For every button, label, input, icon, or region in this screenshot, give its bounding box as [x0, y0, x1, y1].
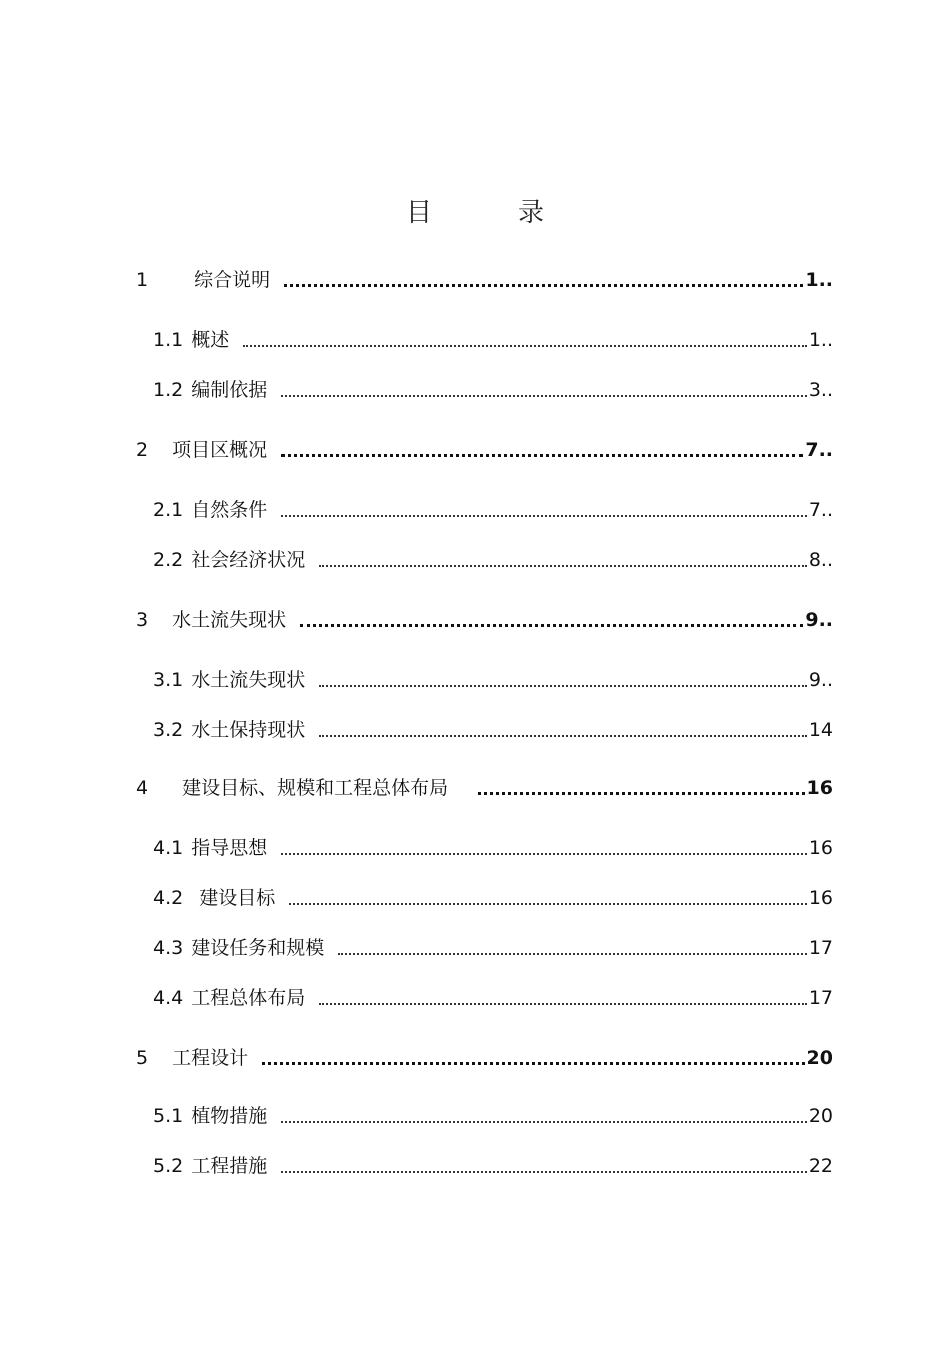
- toc-page-number: 1..: [805, 269, 833, 291]
- toc-number: 5: [136, 1047, 149, 1069]
- toc-page-number: 20: [806, 1047, 833, 1069]
- toc-dot-leader: [319, 735, 807, 737]
- toc-page-number: 17: [808, 987, 833, 1009]
- toc-label: 综合说明: [194, 269, 271, 291]
- toc-label: 水土流失现状: [172, 609, 287, 631]
- toc-page-number: 16: [808, 837, 833, 859]
- toc-page-number: 8..: [808, 549, 833, 571]
- toc-number: 5.1: [153, 1105, 184, 1127]
- toc-label: 指导思想: [191, 837, 268, 859]
- toc-number: 5.2: [153, 1155, 184, 1177]
- toc-number: 4: [136, 777, 149, 799]
- toc-label: 建设目标: [199, 887, 276, 909]
- toc-label: 水土保持现状: [191, 719, 306, 741]
- toc-section-row[interactable]: [153, 830, 833, 860]
- toc-page-number: 9..: [808, 669, 833, 691]
- toc-dot-leader: [243, 345, 807, 347]
- toc-label: 水土流失现状: [191, 669, 306, 691]
- toc-number: 4.2: [153, 887, 184, 909]
- toc-number: 1.1: [153, 329, 184, 351]
- toc-section-row[interactable]: [153, 1098, 833, 1128]
- toc-number: 1: [136, 269, 149, 291]
- toc-section-row[interactable]: [153, 322, 833, 352]
- toc-number: 3.2: [153, 719, 184, 741]
- toc-dot-leader: [281, 515, 807, 517]
- toc-page-number: 16: [806, 777, 833, 799]
- toc-page-number: 17: [808, 937, 833, 959]
- toc-section-row[interactable]: [153, 542, 833, 572]
- toc-section-row[interactable]: [153, 372, 833, 402]
- toc-section-row[interactable]: [153, 980, 833, 1010]
- toc-label: 工程设计: [172, 1047, 249, 1069]
- toc-title: 目 录: [405, 198, 574, 228]
- toc-page-number: 22: [808, 1155, 833, 1177]
- toc-chapter-row[interactable]: [136, 432, 833, 462]
- toc-chapter-row[interactable]: [136, 602, 833, 632]
- toc-section-row[interactable]: [153, 492, 833, 522]
- toc-dot-leader: [478, 792, 804, 795]
- toc-dot-leader: [281, 395, 807, 397]
- toc-dot-leader: [284, 284, 803, 287]
- toc-number: 2.2: [153, 549, 184, 571]
- toc-dot-leader: [300, 624, 803, 627]
- toc-label: 建设任务和规模: [191, 937, 325, 959]
- toc-dot-leader: [319, 685, 807, 687]
- toc-number: 4.4: [153, 987, 184, 1009]
- toc-page-number: 20: [808, 1105, 833, 1127]
- toc-label: 概述: [191, 329, 230, 351]
- toc-dot-leader: [281, 1121, 807, 1123]
- toc-page-number: 16: [808, 887, 833, 909]
- toc-page-number: 3..: [808, 379, 833, 401]
- toc-label: 编制依据: [191, 379, 268, 401]
- toc-section-row[interactable]: [153, 712, 833, 742]
- toc-label: 社会经济状况: [191, 549, 306, 571]
- toc-number: 1.2: [153, 379, 184, 401]
- toc-chapter-row[interactable]: [136, 262, 833, 292]
- toc-label: 自然条件: [191, 499, 268, 521]
- toc-section-row[interactable]: [153, 930, 833, 960]
- toc-dot-leader: [281, 454, 803, 457]
- toc-page-number: 9..: [805, 609, 833, 631]
- toc-page-number: 1..: [808, 329, 833, 351]
- toc-dot-leader: [281, 853, 807, 855]
- toc-number: 4.1: [153, 837, 184, 859]
- toc-number: 4.3: [153, 937, 184, 959]
- toc-dot-leader: [281, 1171, 807, 1173]
- toc-dot-leader: [289, 903, 807, 905]
- toc-section-row[interactable]: [153, 1148, 833, 1178]
- toc-dot-leader: [262, 1062, 804, 1065]
- toc-label: 植物措施: [191, 1105, 268, 1127]
- toc-dot-leader: [319, 565, 807, 567]
- toc-section-row[interactable]: [153, 662, 833, 692]
- toc-number: 3.1: [153, 669, 184, 691]
- toc-page-number: 7..: [808, 499, 833, 521]
- toc-section-row[interactable]: [153, 880, 833, 910]
- toc-label: 工程措施: [191, 1155, 268, 1177]
- toc-label: 项目区概况: [172, 439, 268, 461]
- toc-chapter-row[interactable]: [136, 1040, 833, 1070]
- toc-number: 3: [136, 609, 149, 631]
- toc-page-number: 14: [808, 719, 833, 741]
- toc-dot-leader: [338, 953, 807, 955]
- toc-page-number: 7..: [805, 439, 833, 461]
- toc-label: 工程总体布局: [191, 987, 306, 1009]
- toc-chapter-row[interactable]: [136, 770, 833, 800]
- toc-number: 2: [136, 439, 149, 461]
- toc-dot-leader: [319, 1003, 807, 1005]
- toc-number: 2.1: [153, 499, 184, 521]
- toc-label: 建设目标、规模和工程总体布局: [182, 777, 449, 799]
